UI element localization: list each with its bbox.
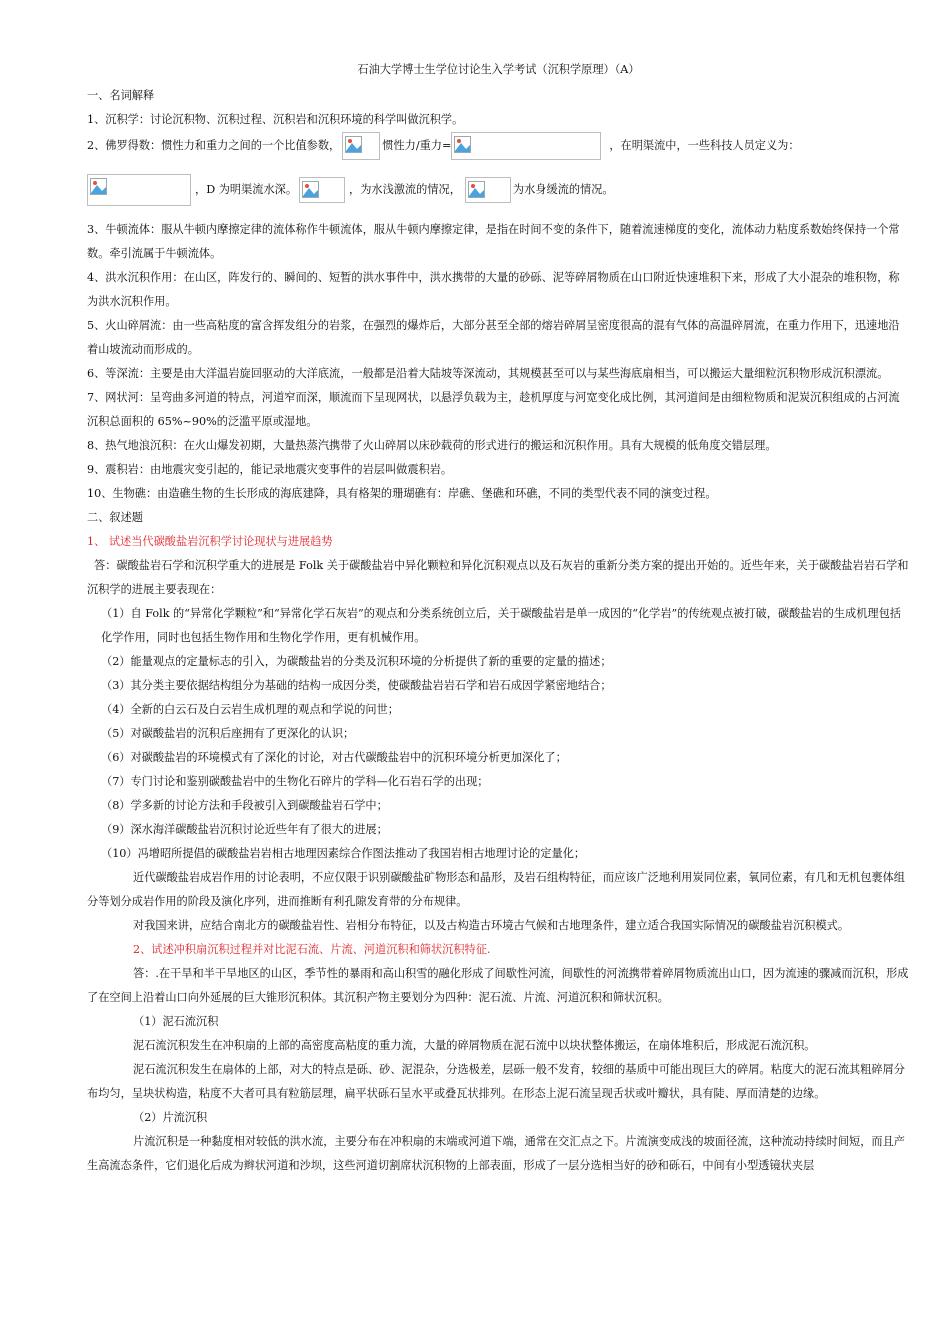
term-2-text-d: ，D 为明渠流水深。 xyxy=(195,183,298,196)
question-1-item: （9）深水海洋碳酸盐岩沉积讨论近些年有了很大的进展； xyxy=(101,823,388,836)
question-1-paragraph: 对我国来讲，应结合南北方的碳酸盐岩性、岩相分布特征，以及古构造古环境古气候和古地理条件，建立适合我国实际情况的碳酸盐岩沉积模式。 xyxy=(133,919,850,932)
image-placeholder-icon xyxy=(465,177,511,203)
term-2-text-f: 为水身缓流的情况。 xyxy=(512,183,614,196)
term-2 xyxy=(87,132,910,206)
question-1-item: （1）自 Folk 的“异常化学颗粒”和“异常化学石灰岩”的观点和分类系统创立后，关于碳酸盐岩是单一成因的“化学岩”的传统观点被打破，碳酸盐岩的生成机理包括化学作用，同时也包括生物作用和生物化学作用，更有机械作用。 xyxy=(101,607,901,644)
question-2-paragraph: 泥石流沉积发生在扇体的上部，对大的特点是砾、砂、泥混杂，分选极差，层砾一般不发育，较细的基质中可能出现巨大的碎屑。粘度大的泥石流其粗碎屑分布均匀，呈块状构造，粘度不大者可具有粒筋层理，扁平状砾石呈水平或叠瓦状排列。在形态上泥石流呈现舌状或叶瓣状，具有陡、厚而清楚的边缘。 xyxy=(87,1063,905,1100)
term-9: 9、震积岩：由地震灾变引起的，能记录地震灾变事件的岩层叫做震积岩。 xyxy=(87,463,453,476)
question-1-item: （7）专门讨论和鉴别碳酸盐岩中的生物化石碎片的学科—化石岩石学的出现； xyxy=(101,775,489,788)
term-10: 10、生物礁：由造礁生物的生长形成的海底建降，具有格架的珊瑚礁有：岸礁、堡礁和环礁，不同的类型代表不同的演变过程。 xyxy=(87,487,717,500)
question-1-paragraph: 近代碳酸盐岩成岩作用的讨论表明，不应仅限于识别碳酸盐矿物形态和晶形，及岩石组构特征，而应该广泛地利用炭同位素，氧同位素，有几和无机包裹体组分等划分成岩作用的阶段及演化序列，进而推断有利孔隙发育带的分布规律。 xyxy=(87,871,905,908)
question-1-answer: 答：碳酸盐岩石学和沉积学重大的进展是 Folk 关于碳酸盐岩中异化颗粒和异化沉积观点以及石灰岩的重新分类方案的提出开始的。近些年来，关于碳酸盐岩岩石学和沉积学的进展主要表现在： xyxy=(87,559,909,596)
term-2-text-a: 2、佛罗得数：惯性力和重力之间的一个比值参数， xyxy=(87,139,341,152)
question-2-heading: 2、试述冲积扇沉积过程并对比泥石流、片流、河道沉积和筛状沉积特征. xyxy=(133,943,491,956)
question-1-item: （6）对碳酸盐岩的环境模式有了深化的讨论，对古代碳酸盐岩中的沉积环境分析更加深化了； xyxy=(101,751,567,764)
question-1-item: （4）全新的白云石及白云岩生成机理的观点和学说的问世； xyxy=(101,703,399,716)
term-8: 8、热气地浪沉积：在火山爆发初期，大量热蒸汽携带了火山碎屑以床砂载荷的形式进行的搬运和沉积作用。具有大规模的低角度交错层理。 xyxy=(87,439,777,452)
term-2-text-c: ，在明渠流中，一些科技人员定义为： xyxy=(609,139,800,152)
question-1-item: （3）其分类主要依据结构组分为基础的结构一成因分类，使碳酸盐岩岩石学和岩石成因学紧密地结合； xyxy=(101,679,612,692)
section-heading-terms: 一、名词解释 xyxy=(87,89,155,102)
term-2-text-e: ，为水浅激流的情况， xyxy=(349,183,461,196)
question-2-subheading: （1）泥石流沉积 xyxy=(133,1015,219,1028)
section-heading-essays: 二、叙述题 xyxy=(87,511,143,524)
term-6: 6、等深流：主要是由大洋温岩旋回驱动的大洋底流，一般都是沿着大陆坡等深流动，其规模甚至可以与某些海底扇相当，可以搬运大量细粒沉积物形成沉积漂流。 xyxy=(87,367,889,380)
term-4: 4、洪水沉积作用：在山区，阵发行的、瞬间的、短暂的洪水事件中，洪水携带的大量的砂砾、泥等碎屑物质在山口附近快速堆积下来，形成了大小混杂的堆积物，称为洪水沉积作用。 xyxy=(87,271,900,308)
image-placeholder-icon xyxy=(87,174,191,206)
document-title: 石油大学博士生学位讨论生入学考试（沉积学原理）（A） xyxy=(357,63,640,76)
term-5: 5、火山碎屑流：由一些高粘度的富含挥发组分的岩浆，在强烈的爆炸后，大部分甚至全部的熔岩碎屑呈密度很高的混有气体的高温碎屑流，在重力作用下，迅速地沿着山坡流动而形成的。 xyxy=(87,319,900,356)
image-placeholder-icon xyxy=(342,132,380,160)
term-7: 7、网状河：呈弯曲多河道的特点，河道窄而深，顺流而下呈现网状，以悬浮负载为主，趁机厚度与河宽变化成比例，其河道间是由细粒物质和泥炭沉积组成的占河流沉积总面积的 65%~90%的泛滥平原或湿地。 xyxy=(87,391,900,428)
image-placeholder-icon xyxy=(299,177,345,203)
question-2-paragraph: 泥石流沉积发生在冲积扇的上部的高密度高粘度的重力流，大量的碎屑物质在泥石流中以块状整体搬运，在扇体堆积后，形成泥石流沉积。 xyxy=(133,1039,816,1052)
question-2-subheading: （2）片流沉积 xyxy=(133,1111,208,1124)
term-2-text-b: 惯性力/重力= xyxy=(382,139,452,152)
question-2-paragraph: 片流沉积是一种黏度相对较低的洪水流，主要分布在冲积扇的末端或河道下端，通常在交汇点之下。片流演变成浅的坡面径流，这种流动持续时间短，而且产生高流态条件，它们退化后成为辫状河道和沙坝，这些河道切割席状沉积物的上部表面，形成了一层分选相当好的砂和砾石，中间有小型透镜状夹层 xyxy=(87,1135,905,1172)
term-3: 3、牛顿流体：服从牛顿内摩擦定律的流体称作牛顿流体，服从牛顿内摩擦定律，是指在时间不变的条件下，随着流速梯度的变化，流体动力粘度系数始终保持一个常数。牵引流属于牛顿流体。 xyxy=(87,223,900,260)
question-1-item: （10）冯增昭所提倡的碳酸盐岩岩相古地理因素综合作图法推动了我国岩相古地理讨论的定量化； xyxy=(101,847,586,860)
question-1-item: （2）能量观点的定量标志的引入，为碳酸盐岩的分类及沉积环境的分析提供了新的重要的定量的描述； xyxy=(101,655,612,668)
image-placeholder-icon xyxy=(451,132,601,160)
question-2-answer: 答：.在干旱和半干旱地区的山区，季节性的暴雨和高山积雪的融化形成了间歇性河流，间歇性的河流携带着碎屑物质流出山口，因为流速的骤减而沉积，形成了在空间上沿着山口向外延展的巨大锥形沉积体。其沉积产物主要划分为四种：泥石流、片流、河道沉积和筛状沉积。 xyxy=(87,967,909,1004)
question-1-heading: 1、 试述当代碳酸盐岩沉积学讨论现状与进展趋势 xyxy=(87,535,333,548)
question-1-item: （5）对碳酸盐岩的沉积后座拥有了更深化的认识； xyxy=(101,727,355,740)
term-1: 1、沉积学：讨论沉积物、沉积过程、沉积岩和沉积环境的科学叫做沉积学。 xyxy=(87,113,464,126)
question-1-item: （8）学多新的讨论方法和手段被引入到碳酸盐岩石学中； xyxy=(101,799,388,812)
